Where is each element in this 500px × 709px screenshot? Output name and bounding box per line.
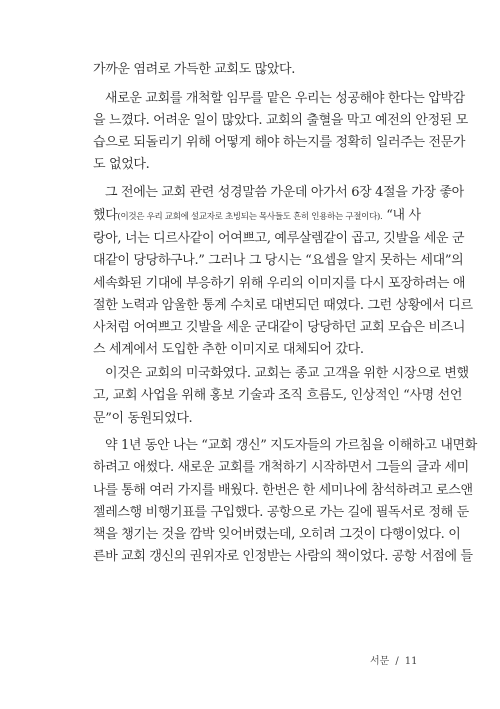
text-run: “내 사 (382, 208, 421, 223)
section-title: 서문 (370, 656, 390, 667)
text-line: 젤레스행 비행기표를 구입했다. 공항으로 가는 길에 필독서로 정해 둔 (93, 505, 469, 520)
footer-separator: / (395, 656, 399, 667)
text-line: 절한 노력과 암울한 통계 수치로 대변되던 때였다. 그런 상황에서 디르 (93, 298, 473, 313)
text-line: 스 세계에서 도입한 추한 이미지로 대체되어 갔다. (93, 342, 364, 357)
text-line: 새로운 교회를 개척할 임무를 맡은 우리는 성공해야 한다는 압박감 (105, 91, 465, 106)
text-line: 약 1년 동안 나는 “교회 갱신” 지도자들의 가르침을 이해하고 내면화 (105, 438, 477, 453)
text-line: 습으로 되돌리기 위해 어떻게 해야 하는지를 정확히 일러주는 전문가 (93, 135, 466, 150)
text-line: 사처럼 어여쁘고 깃발을 세운 군대같이 당당하던 교회 모습은 비즈니 (93, 320, 466, 335)
text-line: 을 느꼈다. 어려운 일이 많았다. 교회의 출혈을 막고 예전의 안정된 모 (93, 113, 469, 128)
text-line: 른바 교회 갱신의 권위자로 인정받는 사람의 책이었다. 공항 서점에 들 (93, 549, 473, 564)
parenthetical-note: (이것은 우리 교회에 설교자로 초빙되는 목사들도 흔히 인용하는 구절이다). (117, 212, 383, 222)
text-line-with-note (93, 205, 443, 227)
text-line: 세속화된 기대에 부응하기 위해 우리의 이미지를 다시 포장하려는 애 (93, 276, 466, 291)
text-line: 가까운 염려로 가득한 교회도 많았다. (93, 62, 296, 77)
text-line: 그 전에는 교회 관련 성경말씀 가운데 아가서 6장 4절을 가장 좋아 (105, 185, 464, 200)
text-line: 이것은 교회의 미국화였다. 교회는 종교 고객을 위한 시장으로 변했 (105, 366, 469, 381)
text-line: 대같이 당당하구나.” 그러나 그 당시는 “요셉을 알지 못하는 세대”의 (93, 253, 464, 268)
text-line: 랑아, 너는 디르사같이 어여쁘고, 예루살렘같이 곱고, 깃발을 세운 군 (93, 231, 465, 246)
text-line: 도 없었다. (93, 157, 150, 172)
text-line: 나를 통해 여러 가지를 배웠다. 한번은 한 세미나에 참석하려고 로스앤 (93, 483, 473, 498)
text-line: 문”이 동원되었다. (93, 411, 193, 426)
page-number: 11 (404, 656, 418, 667)
page-footer (370, 652, 460, 667)
text-run: 했다 (93, 208, 118, 223)
text-line: 하려고 애썼다. 새로운 교회를 개척하기 시작하면서 그들의 글과 세미 (93, 460, 469, 475)
text-line: 책을 챙기는 것을 깜박 잊어버렸는데, 오히려 그것이 다행이었다. 이 (93, 527, 461, 542)
text-line: 고, 교회 사업을 위해 홍보 기술과 조직 흐름도, 인상적인 “사명 선언 (93, 388, 463, 403)
